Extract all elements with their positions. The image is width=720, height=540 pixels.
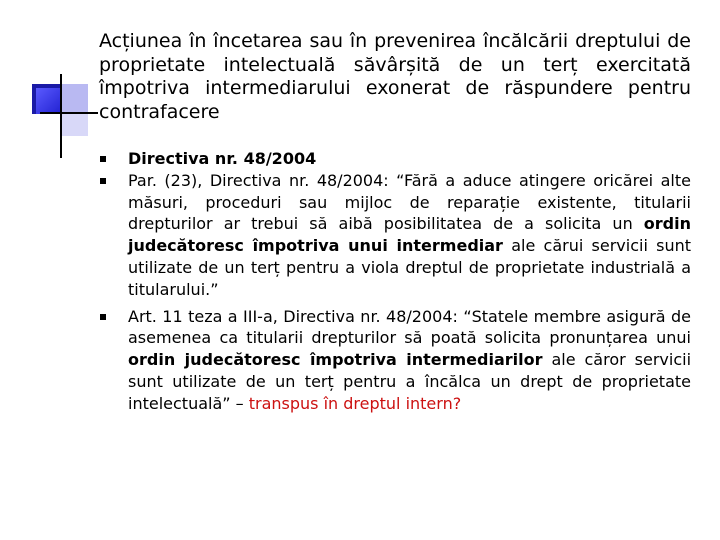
bullet-text: Par. (23), Directiva nr. 48/2004: “Fără a aduce atingere oricărei alte măsuri, proceduri sau mijloc de reparație existente, titularii drepturilor ar trebui să aibă posibilitatea de a solicita un ordin judecătoresc împotriva unui intermediar ale cărui servicii sunt utilizate de un terț pentru a viola dreptul de proprietate industrială a titularului.” [128, 170, 692, 299]
decor-horizontal-line [40, 112, 98, 114]
decor-square-light [62, 84, 88, 114]
bullet-square-icon [100, 178, 106, 184]
decor-square-lighter [62, 114, 88, 136]
bold-phrase: ordin judecătoresc împotriva intermediarilor [128, 350, 543, 370]
slide-title: Acțiunea în încetarea sau în prevenirea încălcării dreptului de proprietate intelectuală săvârșită de un terț exercitată împotriva intermediarului exonerat de răspundere pentru contrafacere [99, 30, 691, 123]
bullet-item-article-11 [99, 306, 691, 415]
bullet-item-directive [99, 148, 691, 170]
bullet-list [99, 148, 691, 415]
bullet-item-paragraph-23 [99, 170, 691, 301]
bold-phrase: ordin judecătoresc împotriva unui intermediar [128, 214, 691, 256]
bullet-heading: Directiva nr. 48/2004 [128, 149, 317, 168]
bullet-square-icon [100, 156, 106, 162]
bullet-text: Art. 11 teza a III-a, Directiva nr. 48/2004: “Statele membre asigură de asemenea ca titularii drepturilor să poată solicita pronunțarea unui ordin judecătoresc împotriva intermediarilor ale căror servicii sunt utilizate de un terț pentru a încălca un drept de proprietate intelectuală” – transpus în dreptul intern? [128, 306, 692, 413]
bullet-square-icon [100, 314, 106, 320]
red-question: transpus în dreptul intern? [248, 393, 462, 413]
decor-vertical-line [60, 74, 62, 158]
decor-square-blue [36, 88, 62, 114]
